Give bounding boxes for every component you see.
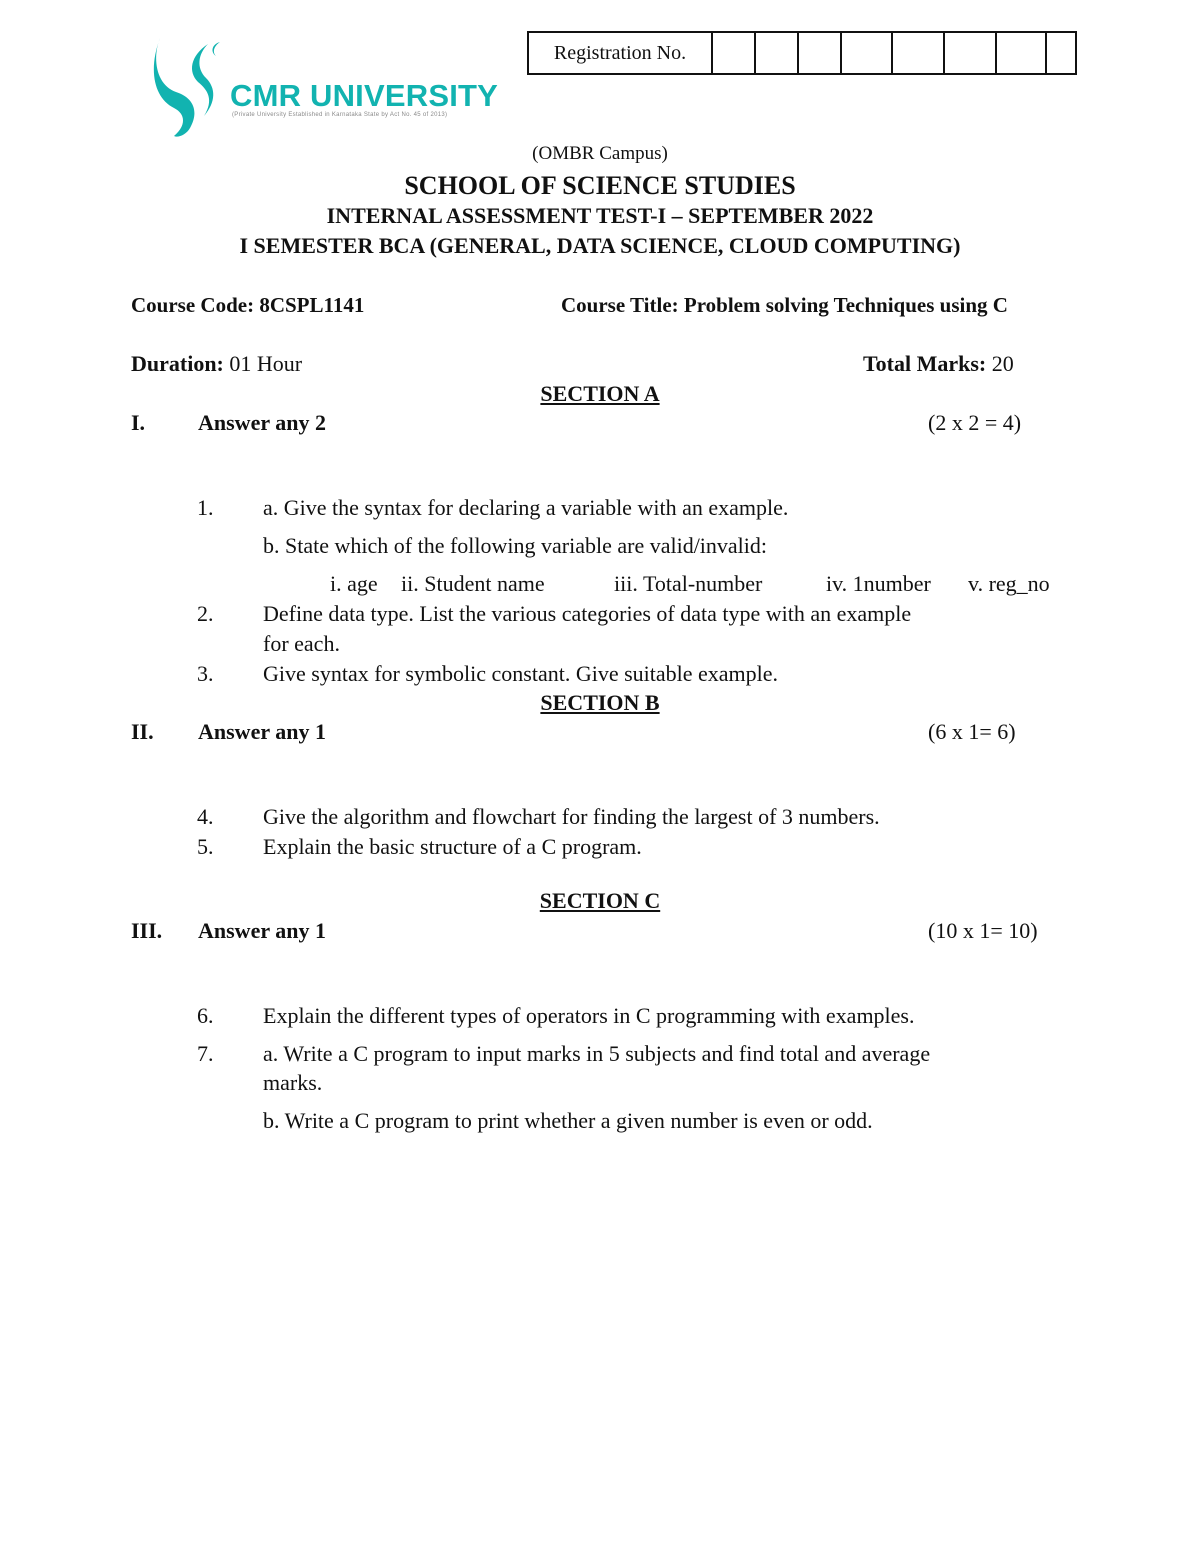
question-number: 7. xyxy=(197,1041,214,1066)
question-number: 1. xyxy=(197,495,214,520)
question-7b: b. Write a C program to print whether a given number is even or odd. xyxy=(263,1108,873,1133)
registration-cell[interactable] xyxy=(1047,33,1075,73)
question-1b: b. State which of the following variable are valid/invalid: xyxy=(263,533,768,558)
option-iv: iv. 1number xyxy=(826,571,931,596)
question-1a: a. Give the syntax for declaring a variable with an example. xyxy=(263,495,789,520)
course-code-value: 8CSPL1141 xyxy=(259,293,365,317)
section-b-instruction: Answer any 1 xyxy=(198,719,326,744)
question-number: 3. xyxy=(197,661,214,686)
registration-cell[interactable] xyxy=(997,33,1047,73)
section-c-title: SECTION C xyxy=(539,888,661,913)
campus-label: (OMBR Campus) xyxy=(532,143,668,164)
section-b-title: SECTION B xyxy=(540,690,660,715)
total-marks-value: 20 xyxy=(991,351,1014,376)
question-2-line1: Define data type. List the various categories of data type with an example xyxy=(263,601,912,626)
course-code-label: Course Code: xyxy=(131,293,255,317)
option-iii: iii. Total-number xyxy=(614,571,763,596)
question-7a-line2: marks. xyxy=(263,1070,323,1095)
course-title-value: Problem solving Techniques using C xyxy=(683,293,1008,317)
question-number: 5. xyxy=(197,834,214,859)
section-b-numeral: II. xyxy=(131,719,154,744)
question-4: Give the algorithm and flowchart for finding the largest of 3 numbers. xyxy=(263,804,880,829)
course-title-label: Course Title: xyxy=(561,293,679,317)
swan-logo-icon xyxy=(150,30,240,140)
registration-label: Registration No. xyxy=(529,33,713,73)
question-3: Give syntax for symbolic constant. Give suitable example. xyxy=(263,661,779,686)
section-a-numeral: I. xyxy=(131,410,146,435)
option-ii: ii. Student name xyxy=(401,571,545,596)
option-i: i. age xyxy=(330,571,378,596)
registration-cell[interactable] xyxy=(713,33,756,73)
registration-cell[interactable] xyxy=(945,33,997,73)
duration-label: Duration: xyxy=(131,351,224,376)
question-7a-line1: a. Write a C program to input marks in 5 subjects and find total and average xyxy=(263,1041,931,1066)
registration-number-box xyxy=(527,31,1077,75)
total-marks-label: Total Marks: xyxy=(863,351,987,376)
section-c-marks: (10 x 1= 10) xyxy=(928,918,1038,943)
logo-wordmark: CMR UNIVERSITY xyxy=(230,78,499,113)
section-c-numeral: III. xyxy=(131,918,163,943)
program-title: I SEMESTER BCA (GENERAL, DATA SCIENCE, CLOUD COMPUTING) xyxy=(239,233,961,258)
exam-title: INTERNAL ASSESSMENT TEST-I – SEPTEMBER 2022 xyxy=(326,203,874,228)
section-c-instruction: Answer any 1 xyxy=(198,918,326,943)
section-a-marks: (2 x 2 = 4) xyxy=(928,410,1022,435)
registration-cell[interactable] xyxy=(842,33,893,73)
course-code xyxy=(131,292,364,318)
total-marks xyxy=(863,351,1014,377)
section-a-instruction: Answer any 2 xyxy=(198,410,326,435)
section-b-marks: (6 x 1= 6) xyxy=(928,719,1016,744)
school-title: SCHOOL OF SCIENCE STUDIES xyxy=(404,171,796,200)
registration-cell[interactable] xyxy=(799,33,842,73)
registration-cell[interactable] xyxy=(756,33,799,73)
question-number: 6. xyxy=(197,1003,214,1028)
duration xyxy=(131,351,302,377)
logo-tagline: (Private University Established in Karnataka State by Act No. 45 of 2013) xyxy=(232,112,448,118)
question-2-line2: for each. xyxy=(263,631,340,656)
registration-cell[interactable] xyxy=(893,33,945,73)
question-6: Explain the different types of operators in C programming with examples. xyxy=(263,1003,915,1028)
section-a-title: SECTION A xyxy=(540,381,660,406)
question-number: 2. xyxy=(197,601,214,626)
question-5: Explain the basic structure of a C program. xyxy=(263,834,642,859)
question-number: 4. xyxy=(197,804,214,829)
course-title xyxy=(561,292,1008,318)
option-v: v. reg_no xyxy=(968,571,1050,596)
duration-value: 01 Hour xyxy=(229,351,303,376)
